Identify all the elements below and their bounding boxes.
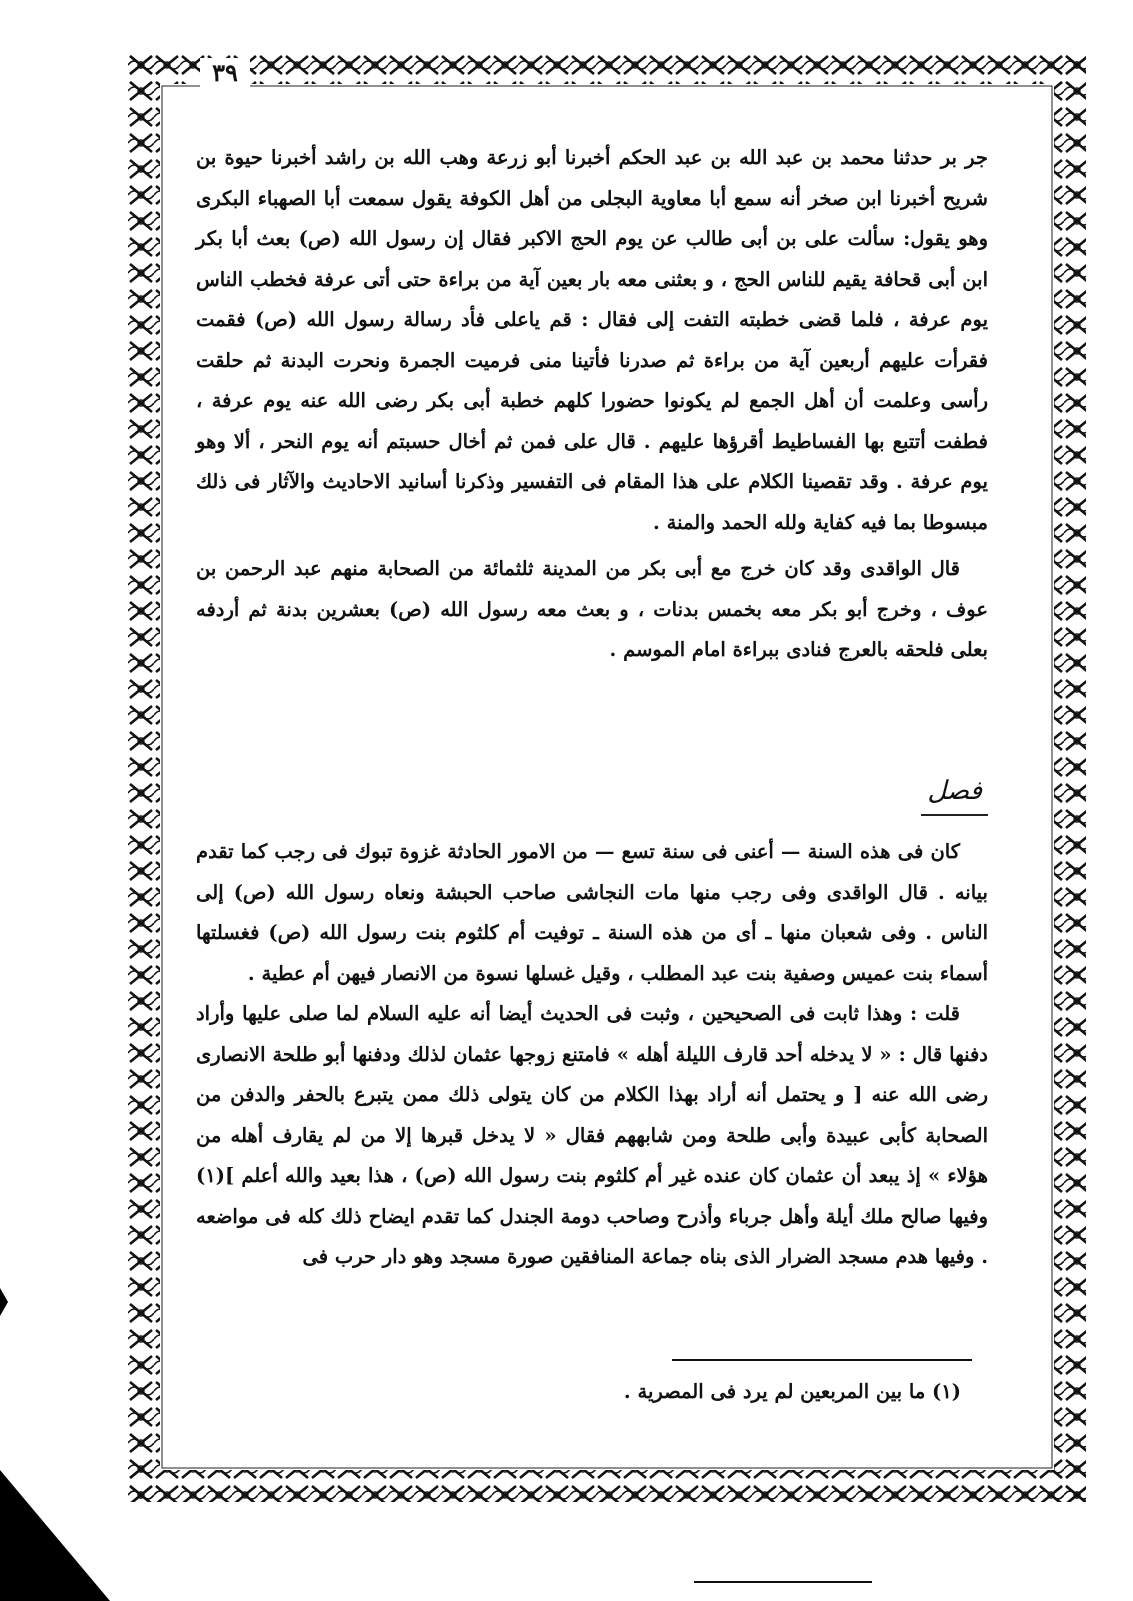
paragraph-hadith: جر بر حدثنا محمد بن عبد الله بن عبد الحكم أخبرنا أبو زرعة وهب الله بن راشد أخبرنا حيوة بن شريح أخبرنا ابن صخر أنه سمع أبا معاوية البجلى من أهل الكوفة يقول سمعت أبا الصهباء البكرى وهو يقول: سألت على بن أبى طالب عن يوم الحج الاكبر فقال إن رسول الله (ص) بعث أبا بكر ابن أبى قحافة يقيم للناس الحج ، و بعثنى معه بار بعين آية من براءة حتى أتى عرفة فخطب الناس يوم عرفة ، فلما قضى خطبته التفت إلى فقال : قم ياعلى فأد رسالة رسول الله (ص) فقمت فقرأت عليهم أربعين آية من براءة ثم صدرنا فأتينا منى فرميت الجمرة ونحرت البدنة ثم حلقت رأسى وعلمت أن أهل الجمع لم يكونوا حضورا كلهم خطبة أبى بكر رضى الله عنه يوم عرفة ، فطفت أتتبع بها الفساطيط أقرؤها عليهم . قال على فمن ثم أخال حسبتم أنه يوم النحر ، ألا وهو يوم عرفة . وقد تقصينا الكلام على هذا المقام فى التفسير وذكرنا أسانيد الاحاديث والآثار فى ذلك مبسوطا بما فيه كفاية ولله الحمد والمنة . (196, 146, 988, 534)
section-heading (200, 768, 988, 814)
main-text-upper (196, 138, 988, 671)
paragraph-qultu: قلت : وهذا ثابت فى الصحيحين ، وثبت فى الحديث أيضا أنه عليه السلام لما صلى عليها وأراد دفنها قال : « لا يدخله أحد قارف الليلة أهله » فامتنع زوجها عثمان لذلك ودفنها أبو طلحة الانصارى رضى الله عنه [ و يحتمل أنه أراد بهذا الكلام من كان يتولى ذلك ممن يتبرع بالحفر والدفن من الصحابة كأبى عبيدة وأبى طلحة ومن شابههم فقال « لا يدخل قبرها إلا من لم يقارف أهله من هؤلاء » إذ يبعد أن عثمان كان عنده غير أم كلثوم بنت رسول الله (ص) ، هذا بعيد والله أعلم ](١) وفيها صالح ملك أيلة وأهل جرباء وأذرح وصاحب دومة الجندل كما تقدم ايضاح ذلك كله فى مواضعه . وفيها هدم مسجد الضرار الذى بناه جماعة المنافقين صورة مسجد وهو دار حرب فى (196, 1002, 988, 1268)
footnote-divider (672, 1359, 972, 1361)
paragraph-events: كان فى هذه السنة — أعنى فى سنة تسع — من الامور الحادثة غزوة تبوك فى رجب كما تقدم بيانه . قال الواقدى وفى رجب منها مات النجاشى صاحب الحبشة ونعاه رسول الله (ص) إلى الناس . وفى شعبان منها ـ أى من هذه السنة ـ توفيت أم كلثوم بنت رسول الله (ص) فغسلتها أسماء بنت عميس وصفية بنت عبد المطلب ، وقيل غسلها نسوة من الانصار فيهن أم عطية . (196, 840, 988, 985)
page-number: ٣٩ (200, 58, 250, 88)
section-heading-text: فصل (921, 768, 988, 816)
scan-corner-shadow (0, 1470, 110, 1601)
footnote: (١) ما بين المربعين لم يرد فى المصرية . (623, 1380, 961, 1403)
main-text-lower (196, 832, 988, 1278)
paragraph-waqidi: قال الواقدى وقد كان خرج مع أبى بكر من المدينة ثلثمائة من الصحابة منهم عبد الرحمن بن عوف ، وخرج أبو بكر معه بخمس بدنات ، و بعث معه رسول الله (ص) بعشرين بدنة ثم أردفه بعلى فلحقه بالعرج فنادى ببراءة امام الموسم . (196, 557, 988, 661)
scan-edge-mark (0, 1288, 8, 1316)
bottom-edge-rule (694, 1581, 872, 1583)
